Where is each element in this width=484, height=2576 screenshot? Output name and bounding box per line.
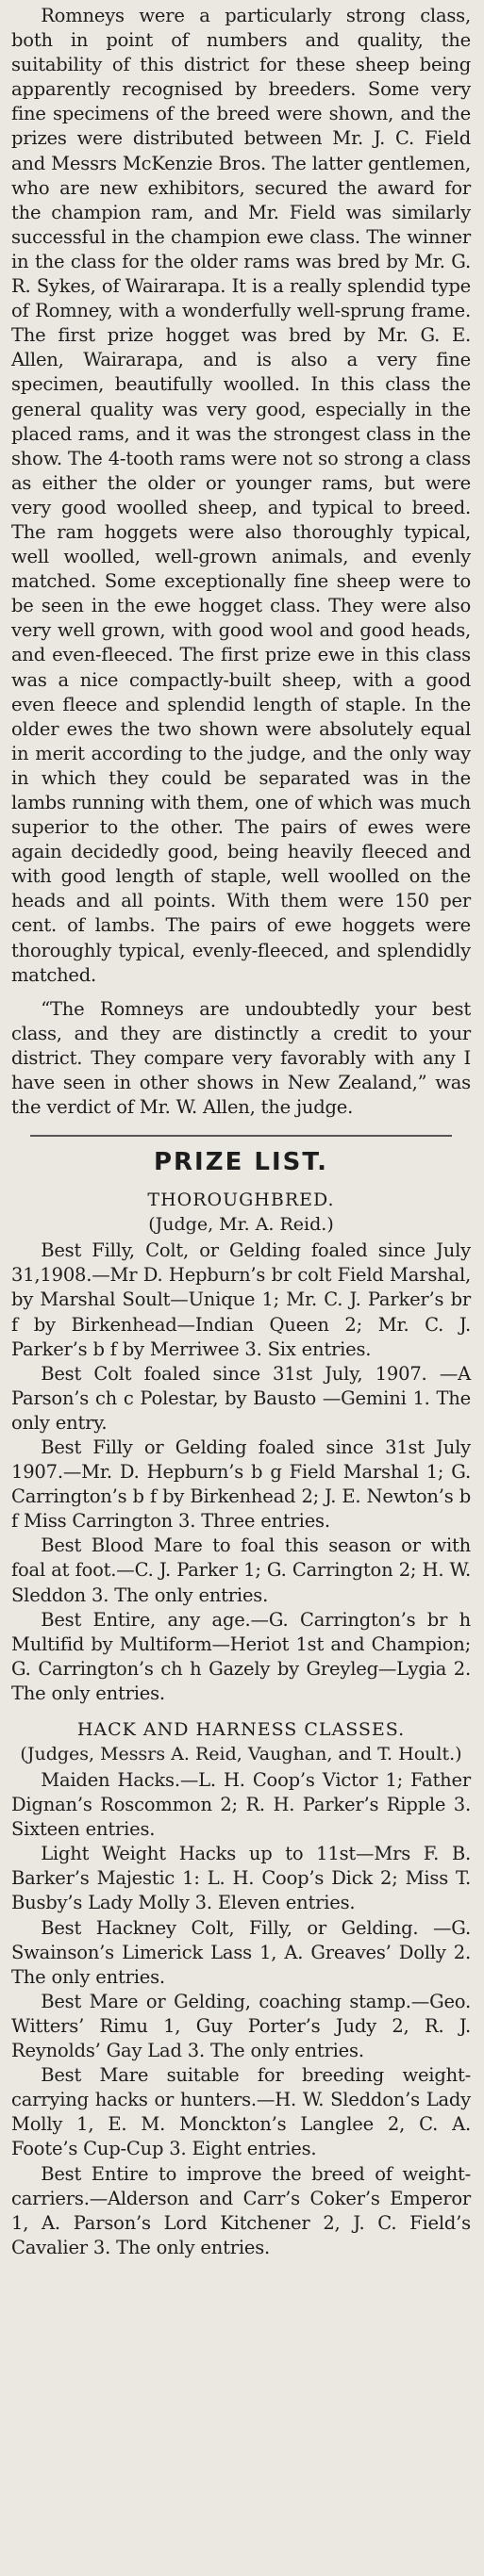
prize-entry: Best Hackney Colt, Filly, or Gelding. —G. Swainson’s Limerick Lass 1, A. Greaves’ Dolly 2. The only entries. <box>11 1916 471 1988</box>
article-paragraph-romneys: Romneys were a particularly strong class, both in point of numbers and quality, the suitability of this district for these sheep being apparently recognised by breeders. Some very fine specimens of the breed were shown, and the prizes were distributed between Mr. J. C. Field and Messrs McKenzie Bros. The latter gentlemen, who are new exhibitors, secured the award for the champion ram, and Mr. Field was similarly successful in the champion ewe class. The winner in the class for the older rams was bred by Mr. G. R. Sykes, of Wairarapa. It is a really splendid type of Romney, with a wonderfully well-sprung frame. The first prize hogget was bred by Mr. G. E. Allen, Wairarapa, and is also a very fine specimen, beautifully woolled. In this class the general quality was very good, especially in the placed rams, and it was the strongest class in the show. The 4-tooth rams were not so strong a class as either the older or younger rams, but were very good woolled sheep, and typical to breed. The ram hoggets were also thoroughly typical, well woolled, well-grown animals, and evenly matched. Some exceptionally fine sheep were to be seen in the ewe hogget class. They were also very well grown, with good wool and good heads, and even-fleeced. The first prize ewe in this class was a nice compactly-built sheep, with a good even fleece and splendid length of staple. In the older ewes the two shown were absolutely equal in merit according to the judge, and the only way in which they could be separated was in the lambs running with them, one of which was much superior to the other. The pairs of ewes were again decidedly good, being heavily fleeced and with good length of staple, well woolled on the heads and all points. With them were 150 per cent. of lambs. The pairs of ewe hoggets were thoroughly typical, evenly-fleeced, and splendidly matched. <box>11 5 471 986</box>
section-divider <box>30 1135 452 1137</box>
section-gap <box>11 1706 471 1715</box>
prize-entry: Best Entire to improve the breed of weight-carriers.—Alderson and Carr’s Coker’s Emperor 1, A. Parson’s Lord Kitchener 2, J. C. Field’s Cavalier 3. The only entries. <box>11 2162 471 2258</box>
hack-harness-judges: (Judges, Messrs A. Reid, Vaughan, and T. Hoult.) <box>20 1744 462 1764</box>
prize-entry: Best Filly, Colt, or Gelding foaled since July 31,1908.—Mr D. Hepburn’s br colt Field Marshal, by Marshal Soult—Unique 1; Mr. C. J. Parker’s br f by Birkenhead—Indian Queen 2; Mr. C. J. Parker’s b f by Merriwee 3. Six entries. <box>11 1239 471 1360</box>
prize-entry: Best Mare or Gelding, coaching stamp.—Geo. Witters’ Rimu 1, Guy Porter’s Judy 2, R. J. Reynolds’ Gay Lad 3. The only entries. <box>11 1990 471 2062</box>
prize-entry: Maiden Hacks.—L. H. Coop’s Victor 1; Father Dignan’s Roscommon 2; R. H. Parker’s Ripple 3. Sixteen entries. <box>11 1769 471 1841</box>
hack-harness-heading: HACK AND HARNESS CLASSES. <box>76 1719 406 1740</box>
paragraph-gap <box>11 988 471 997</box>
prize-entry: Best Entire, any age.—G. Carrington’s br h Multifid by Multiform—Heriot 1st and Champion; G. Carrington’s ch h Gazely by Greyleg—Lygia 2. The only entries. <box>11 1608 471 1704</box>
prize-entry: Light Weight Hacks up to 11st—Mrs F. B. Barker’s Majestic 1: L. H. Coop’s Dick 2; Miss T. Busby’s Lady Molly 3. Eleven entries. <box>11 1843 471 1914</box>
thoroughbred-heading: THOROUGHBRED. <box>147 1190 335 1211</box>
prize-entry: Best Colt foaled since 31st July, 1907. —A Parson’s ch c Polestar, by Bausto —Gemini 1. The only entry. <box>11 1362 471 1434</box>
prize-list-title: PRIZE LIST. <box>153 1148 329 1177</box>
article-paragraph-verdict: “The Romneys are undoubtedly your best class, and they are distinctly a credit to your district. They compare very favorably with any I have seen in other shows in New Zealand,” was the verdict of Mr. W. Allen, the judge. <box>11 997 471 1119</box>
prize-entry: Best Filly or Gelding foaled since 31st July 1907.—Mr. D. Hepburn’s b g Field Marshal 1; G. Carrington’s b f by Birkenhead 2; J. E. Newton’s b f Miss Carrington 3. Three entries. <box>11 1436 471 1533</box>
prize-entry: Best Mare suitable for breeding weight-carrying hacks or hunters.—H. W. Sleddon’s Lady Molly 1, E. M. Monckton’s Langlee 2, C. A. Foote’s Cup-Cup 3. Eight entries. <box>11 2064 471 2160</box>
prize-entry: Best Blood Mare to foal this season or with foal at foot.—C. J. Parker 1; G. Carrington 2; H. W. Sleddon 3. The only entries. <box>11 1534 471 1606</box>
thoroughbred-judge: (Judge, Mr. A. Reid.) <box>148 1214 334 1236</box>
